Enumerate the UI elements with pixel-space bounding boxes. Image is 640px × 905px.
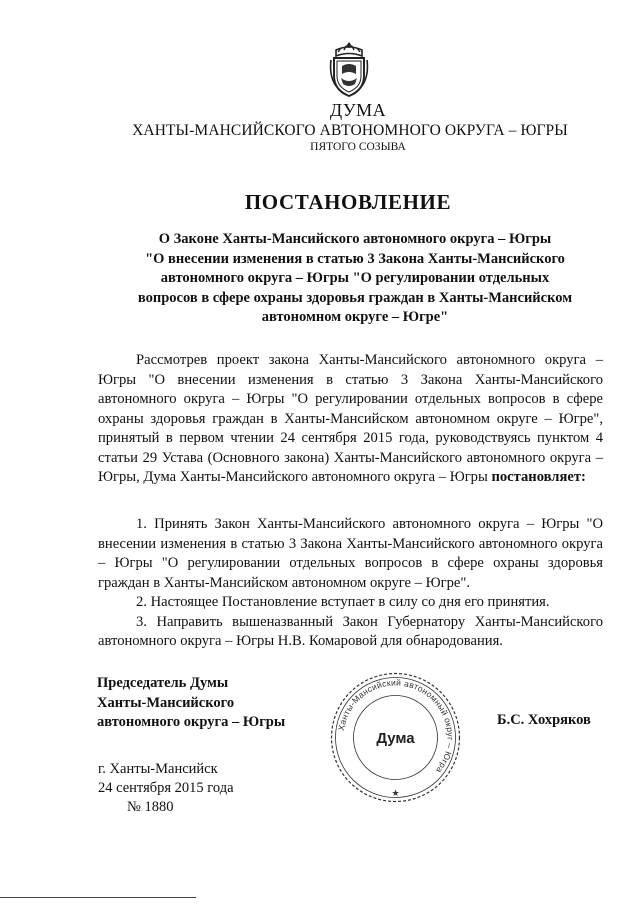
seal-ring-text: Ханты-Мансийский автономный округ – Югра bbox=[335, 677, 456, 776]
resolution-items bbox=[98, 515, 603, 652]
adoption-date: 24 сентября 2015 года bbox=[98, 780, 234, 796]
preamble-paragraph bbox=[98, 351, 603, 488]
resolution-item: 1. Принять Закон Ханты-Мансийского автономного округа – Югры "О внесении изменения в статью 3 Закона Ханты-Мансийского автономного округа – Югры "О регулировании отдельных вопросов в сфере охраны здоровья граждан в Ханты-Мансийском автономном округе – Югре". bbox=[98, 516, 603, 591]
document-type: ПОСТАНОВЛЕНИЕ bbox=[244, 190, 452, 214]
resolution-item: 3. Направить вышеназванный Закон Губернатору Ханты-Мансийского автономного округа – Югры Н.В. Комаровой для обнародования. bbox=[98, 613, 603, 649]
seal-star-icon: ★ bbox=[391, 788, 400, 798]
svg-text:Ханты-Мансийский автономный ок bbox=[336, 677, 456, 775]
region-name: ХАНТЫ-МАНСИЙСКОГО АВТОНОМНОГО ОКРУГА – ЮГРЫ bbox=[132, 122, 568, 139]
signatory-title bbox=[97, 674, 337, 733]
signatory-title-line: Ханты-Мансийского bbox=[97, 694, 235, 711]
subject-line: О Законе Ханты-Мансийского автономного округа – Югры bbox=[158, 231, 552, 247]
subject-line: "О внесении изменения в статью 3 Закона Ханты-Мансийского bbox=[145, 250, 565, 267]
council-name: ДУМА bbox=[329, 100, 387, 120]
signatory-title-line: автономного округа – Югры bbox=[97, 714, 286, 730]
subject-line: автономном округе – Югре" bbox=[261, 309, 449, 325]
signatory-title-line: Председатель Думы bbox=[97, 675, 229, 691]
official-seal bbox=[328, 670, 463, 805]
resolution-item: 2. Настоящее Постановление вступает в силу со дня его принятия. bbox=[136, 594, 550, 610]
document-number: № 1880 bbox=[127, 799, 174, 815]
resolves-keyword: постановляет: bbox=[491, 469, 586, 485]
subject-line: вопросов в сфере охраны здоровья граждан в Ханты-Мансийском bbox=[137, 289, 573, 306]
preamble-text: Рассмотрев проект закона Ханты-Мансийского автономного округа – Югры "О внесении изменения в статью 3 Закона Ханты-Мансийского автономного округа – Югры "О регулировании отдельных вопросов в сфере охраны здоровья граждан в Ханты-Мансийском автономном округе – Югре", принятый в первом чтении 24 сентября 2015 года, руководствуясь пунктом 4 статьи 29 Устава (Основного закона) Ханты-Мансийского автономного округа – Югры, Дума Ханты-Мансийского автономного округа – Югры bbox=[98, 352, 603, 485]
seal-center-text: Дума bbox=[376, 730, 415, 747]
place-of-adoption: г. Ханты-Мансийск bbox=[98, 761, 218, 777]
document-subject bbox=[120, 230, 590, 328]
bottom-rule bbox=[0, 897, 196, 898]
convocation: ПЯТОГО СОЗЫВА bbox=[310, 141, 406, 153]
signatory-name: Б.С. Хохряков bbox=[497, 712, 591, 728]
subject-line: автономного округа – Югры "О регулировании отдельных bbox=[160, 270, 550, 286]
coat-of-arms-icon bbox=[328, 40, 370, 98]
document-footer bbox=[98, 760, 234, 817]
